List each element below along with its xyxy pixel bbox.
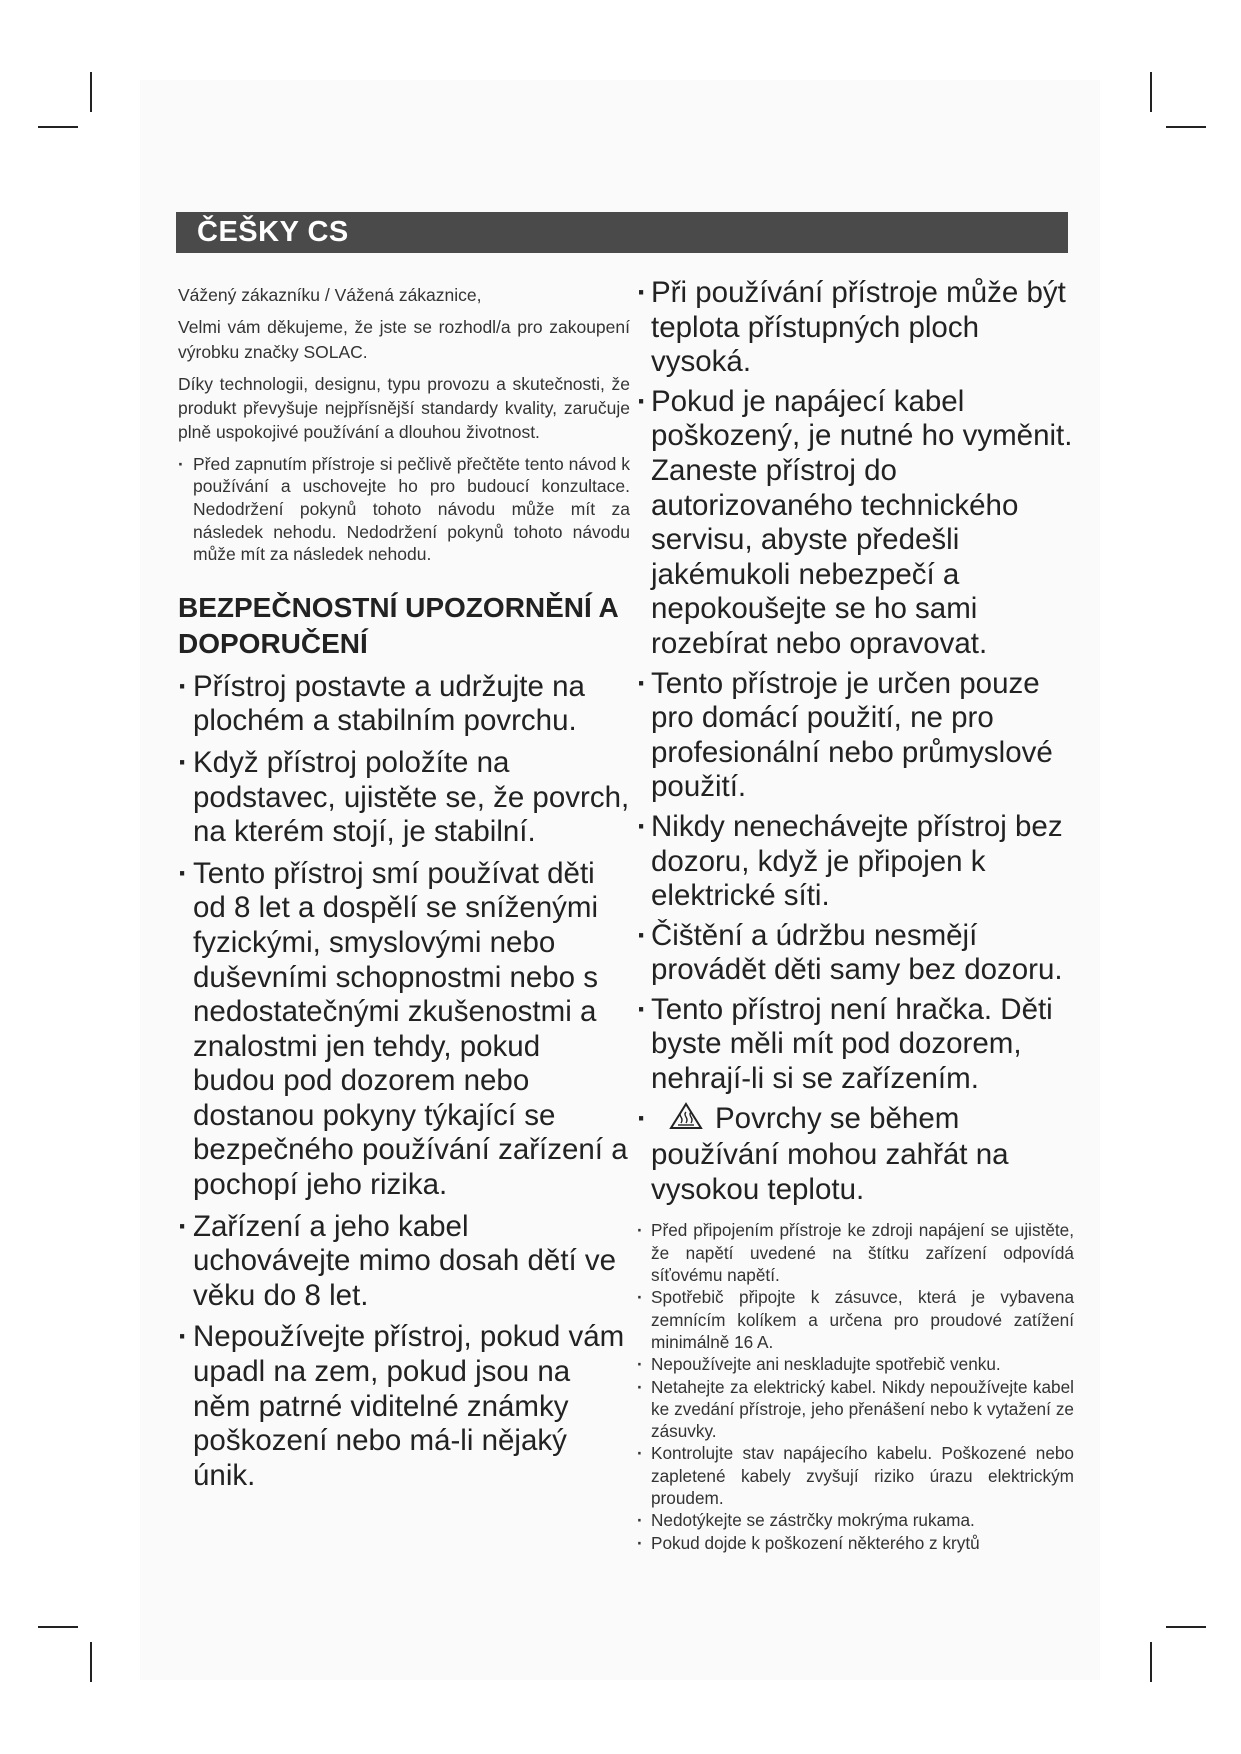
- intro-quality: Díky technologii, designu, typu provozu a skutečnosti, že produkt převyšuje nejpřísnější standardy kvality, zaručuje plně uspokojivé používání a dlouhou životnost.: [178, 373, 630, 443]
- list-item: · Tento přístroj smí používat děti od 8 let a dospělí se sníženými fyzickými, smyslovými nebo duševními schopnostmi nebo s nedostatečnými zkušenostmi a znalostmi jen tehdy, pokud budou pod dozorem nebo dostanou pokyny týkající se bezpečného používání zařízení a pochopí jeho rizika.: [178, 857, 630, 1203]
- safety-heading: BEZPEČNOSTNÍ UPOZORNĚNÍ A DOPORUČENÍ: [178, 591, 618, 659]
- safety-list-left: [178, 670, 630, 1494]
- list-item: · Nedotýkejte se zástrčky mokrýma rukama.: [637, 1509, 1074, 1531]
- safety-list-right: [637, 276, 1074, 1207]
- list-item: · Před připojením přístroje ke zdroji napájení se ujistěte, že napětí uvedené na štítku zařízení odpovídá síťovému napětí.: [637, 1219, 1074, 1286]
- list-item: · Kontrolujte stav napájecího kabelu. Poškozené nebo zapletené kabely zvyšují riziko úrazu elektrickým proudem.: [637, 1442, 1074, 1509]
- intro-greeting: Vážený zákazníku / Vážená zákaznice,: [178, 285, 482, 305]
- crop-mark-bottom-left-horizontal: [38, 1626, 78, 1628]
- list-item: · Pokud je napájecí kabel poškozený, je nutné ho vyměnit. Zaneste přístroj do autorizovaného technického servisu, abyste předešli jakémukoli nebezpečí a nepokoušejte se ho sami rozebírat nebo opravovat.: [637, 385, 1074, 662]
- list-item: · Spotřebič připojte k zásuvce, která je vybavena zemnícím kolíkem a určena pro proudové zatížení minimálně 16 A.: [637, 1286, 1074, 1353]
- list-item: · Před zapnutím přístroje si pečlivě přečtěte tento návod k používání a uschovejte ho pro budoucí konzultace. Nedodržení pokynů tohoto návodu může mít za následek nehodu. Nedodržení pokynů tohoto návodu může mít za následek nehodu.: [178, 453, 630, 566]
- list-item: · Při používání přístroje může být teplota přístupných ploch vysoká.: [637, 276, 1074, 380]
- crop-mark-bottom-left-vertical: [90, 1642, 92, 1682]
- list-item: · Nikdy nenechávejte přístroj bez dozoru, když je připojen k elektrické síti.: [637, 810, 1074, 914]
- list-item: · Tento přístroj není hračka. Děti byste měli mít pod dozorem, nehrají-li si se zařízením.: [637, 993, 1074, 1097]
- list-item: · Přístroj postavte a udržujte na plochém a stabilním povrchu.: [178, 670, 630, 739]
- crop-mark-bottom-right-horizontal: [1166, 1626, 1206, 1628]
- list-item: · Když přístroj položíte na podstavec, ujistěte se, že povrch, na kterém stojí, je stabilní.: [178, 746, 630, 850]
- list-item: · Zařízení a jeho kabel uchovávejte mimo dosah dětí ve věku do 8 let.: [178, 1210, 630, 1314]
- safety-small-list: [637, 1219, 1074, 1553]
- hot-surface-warning-icon: [669, 1102, 703, 1139]
- language-title: ČEŠKY CS: [197, 216, 349, 248]
- list-item: · Nepoužívejte ani neskladujte spotřebič venku.: [637, 1353, 1074, 1375]
- list-item: · Pokud dojde k poškození některého z krytů: [637, 1532, 1074, 1554]
- crop-mark-bottom-right-vertical: [1150, 1642, 1152, 1682]
- crop-mark-top-right-vertical: [1150, 72, 1152, 112]
- hot-surface-warning-text: Povrchy se během používání mohou zahřát na vysokou teplotu.: [651, 1101, 1009, 1206]
- language-header-bar: [176, 212, 1068, 253]
- right-column: [637, 276, 1074, 1554]
- list-item: · Čištění a údržbu nesmějí provádět děti samy bez dozoru.: [637, 919, 1074, 988]
- intro-thanks: Velmi vám děkujeme, že jste se rozhodl/a pro zakoupení výrobku značky SOLAC.: [178, 317, 630, 362]
- list-item: · Nepoužívejte přístroj, pokud vám upadl na zem, pokud jsou na něm patrné viditelné známky poškození nebo má-li nějaký únik.: [178, 1320, 630, 1493]
- hot-surface-warning-item: [637, 1102, 1074, 1208]
- intro-list: [178, 453, 630, 566]
- list-item: · Netahejte za elektrický kabel. Nikdy nepoužívejte kabel ke zvedání přístroje, jeho přenášení nebo k vytažení ze zásuvky.: [637, 1376, 1074, 1443]
- crop-mark-top-right-horizontal: [1166, 126, 1206, 128]
- left-column: [178, 283, 630, 1500]
- list-item: · Tento přístroje je určen pouze pro domácí použití, ne pro profesionální nebo průmyslové použití.: [637, 667, 1074, 805]
- crop-mark-top-left-horizontal: [38, 126, 78, 128]
- crop-mark-top-left-vertical: [90, 72, 92, 112]
